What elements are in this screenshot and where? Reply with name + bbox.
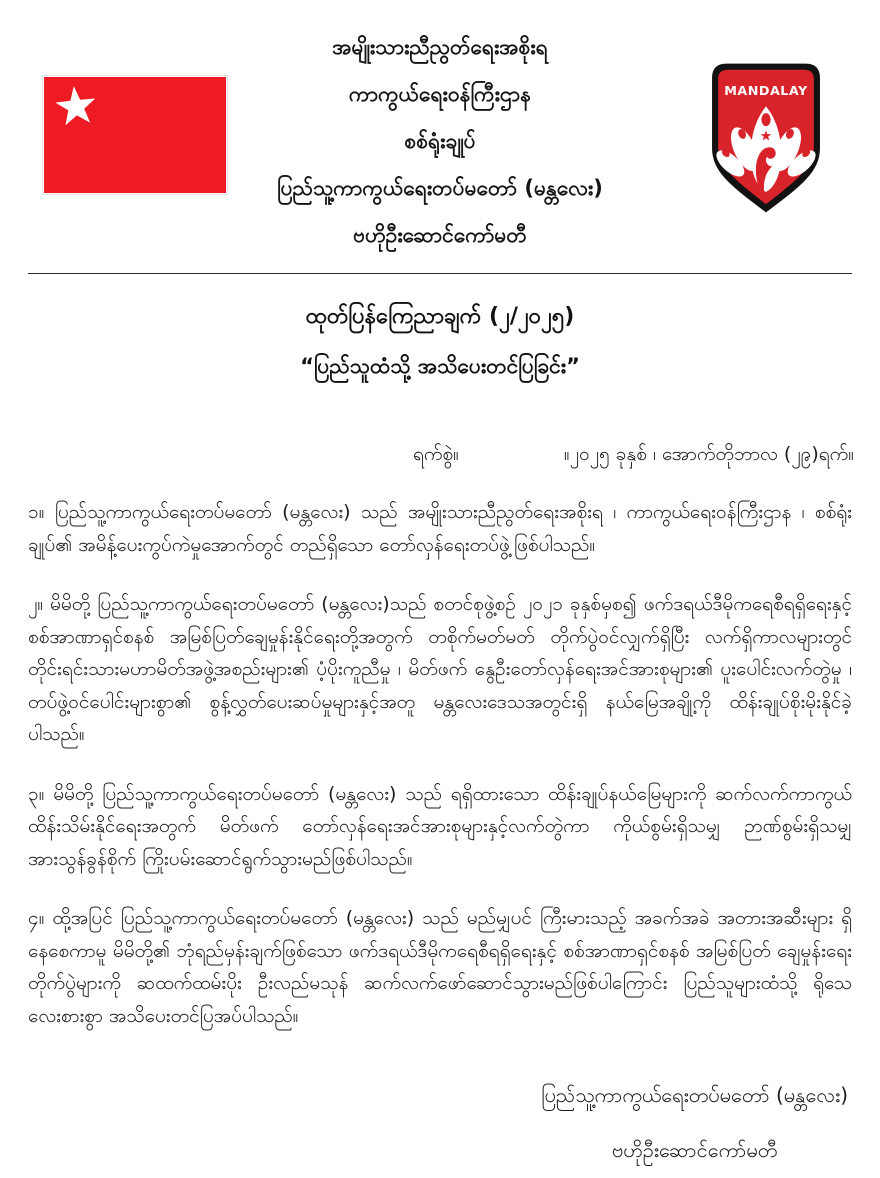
paragraph-4: ၄။ ထို့အပြင် ပြည်သူ့ကာကွယ်ရေးတပ်မတော် (မန္တလေး) သည် မည်မျှပင် ကြီးမားသည့် အခက်အခဲ အတားအဆီးများ ရှိနေစေကာမူ မိမိတို့၏ ဘုံရည်မှန်းချက်ဖြစ်သော ဖက်ဒရယ်ဒီမိုကရေစီရရှိရေးနှင့် စစ်အာဏာရှင်စနစ် အမြစ်ပြတ် ချေမှုန်းရေးတိုက်ပွဲများကို ဆထက်ထမ်းပိုး ဦးလည်မသုန် ဆက်လက်ဖော်ဆောင်သွားမည်ဖြစ်ပါကြောင်း ပြည်သူများထံသို့ ရိုသေလေးစားစွာ အသိပေးတင်ပြအပ်ပါသည်။ [28, 907, 852, 1027]
header-line-government: အမျိုးသားညီညွတ်ရေးအစိုးရ [332, 35, 548, 59]
mandalay-shield-icon [710, 60, 822, 216]
mandalay-emblem [710, 60, 822, 216]
header-line-force: ပြည်သူ့ကာကွယ်ရေးတပ်မတော် (မန္တလေး) [277, 176, 603, 200]
signature-committee: ဗဟိုဦးဆောင်ကော်မတီ [611, 1138, 778, 1162]
date-label: ရက်စွဲ။ [412, 443, 459, 465]
announcement-subtitle: “ပြည်သူထံသို့ အသိပေးတင်ပြခြင်း” [300, 354, 580, 378]
header-line-hq: စစ်ရုံးချုပ် [404, 129, 476, 153]
date-value: ။၂၀၂၅ ခုနှစ် ၊ အောက်တိုဘာလ (၂၉)ရက်။ [563, 443, 854, 465]
body-text [0, 496, 880, 1032]
logo-wordmark: MANDALAY [724, 83, 808, 99]
paragraph-2: ၂။ မိမိတို့ ပြည်သူ့ကာကွယ်ရေးတပ်မတော် (မန္တလေး)သည် စတင်စုဖွဲ့စဉ် ၂၀၂၁ ခုနှစ်မှစ၍ ဖက်ဒရယ်ဒီမိုကရေစီရရှိရေးနှင့် စစ်အာဏာရှင်စနစ် အမြစ်ပြတ်ချေမှုန်းနိုင်ရေးတို့အတွက် တစိုက်မတ်မတ် တိုက်ပွဲဝင်လျှက်ရှိပြီး လက်ရှိကာလများတွင် တိုင်းရင်းသားမဟာမိတ်အဖွဲ့အစည်းများ၏ ပံ့ပိုးကူညီမှု ၊ မိတ်ဖက် နွေဦးတော်လှန်ရေးအင်အားစုများ၏ ပူးပေါင်းလက်တွဲမှု ၊ တပ်ဖွဲ့ဝင်ပေါင်းများစွာ၏ စွန့်လွှတ်ပေးဆပ်မှုများနှင့်အတူ မန္တလေးဒေသအတွင်းရှိ နယ်မြေအချို့ကို ထိန်းချုပ်စိုးမိုးနိုင်ခဲ့ပါသည်။ [28, 593, 852, 745]
date-row [0, 442, 880, 470]
header-line-committee: ဗဟိုဦးဆောင်ကော်မတီ [353, 223, 527, 247]
flag-image [43, 76, 227, 194]
header-divider-line [28, 273, 852, 274]
title-block [0, 292, 880, 390]
paragraph-1: ၁။ ပြည်သူ့ကာကွယ်ရေးတပ်မတော် (မန္တလေး) သည် အမျိုးသားညီညွတ်ရေးအစိုးရ ၊ ကာကွယ်ရေးဝန်ကြီးဌာန ၊ စစ်ရုံးချုပ်၏ အမိန့်ပေးကွပ်ကဲမှုအောက်တွင် တည်ရှိသော တော်လှန်ရေးတပ်ဖွဲ့ဖြစ်ပါသည်။ [28, 501, 852, 556]
signature-org: ပြည်သူ့ကာကွယ်ရေးတပ်မတော် (မန္တလေး) [541, 1083, 848, 1107]
paragraph-3: ၃။ မိမိတို့ ပြည်သူ့ကာကွယ်ရေးတပ်မတော် (မန္တလေး) သည် ရရှိထားသော ထိန်းချုပ်နယ်မြေများကို ဆက်လက်ကာကွယ် ထိန်းသိမ်းနိုင်ရေးအတွက် မိတ်ဖက် တော်လှန်ရေးအင်အားစုများနှင့်လက်တွဲကာ ကိုယ်စွမ်းရှိသမျှ ဉာဏ်စွမ်းရှိသမျှ အားသွန်ခွန်စိုက် ကြိုးပမ်းဆောင်ရွက်သွားမည်ဖြစ်ပါသည်။ [28, 782, 852, 870]
red-star-flag-icon [43, 76, 227, 194]
header-line-ministry: ကာကွယ်ရေးဝန်ကြီးဌာန [348, 82, 532, 106]
signature-block [0, 1068, 880, 1178]
announcement-title: ထုတ်ပြန်ကြေညာချက် (၂/၂၀၂၅) [305, 304, 575, 329]
